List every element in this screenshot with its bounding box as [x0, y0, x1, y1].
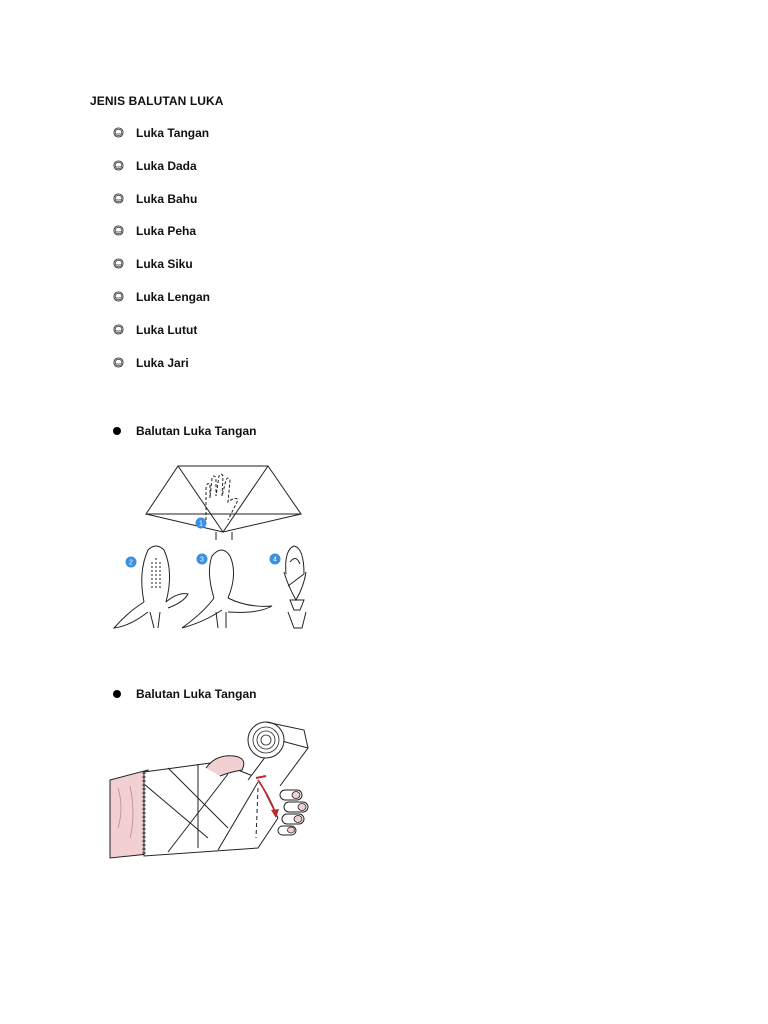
list-item: [113, 192, 210, 225]
list-item: [113, 224, 210, 257]
roller-bandage-hand-figure: [108, 718, 313, 864]
section-heading-label: Balutan Luka Tangan: [136, 687, 257, 701]
bullet-dot-icon: [113, 427, 121, 435]
section-heading-label: Balutan Luka Tangan: [136, 424, 257, 438]
smiley-bullet-icon: [113, 258, 124, 269]
list-item-label: Luka Tangan: [136, 126, 210, 140]
smiley-bullet-icon: [113, 127, 124, 138]
list-item: [113, 323, 210, 356]
smiley-bullet-icon: [113, 324, 124, 335]
list-item: [113, 356, 210, 389]
step-marker-3: [197, 554, 208, 565]
step-marker-4: [270, 554, 281, 565]
list-item-label: Luka Lutut: [136, 322, 198, 337]
list-item: [113, 290, 210, 323]
svg-text:2: 2: [129, 559, 133, 567]
smiley-bullet-icon: [113, 225, 124, 236]
list-item-label: Luka Bahu: [136, 191, 198, 206]
list-item-label: Luka Peha: [136, 224, 197, 239]
svg-text:4: 4: [273, 556, 277, 564]
list-item-label: Luka Dada: [136, 158, 197, 173]
step-marker-2: [126, 557, 137, 568]
wound-type-list: [113, 126, 210, 388]
list-item: [113, 126, 210, 159]
section-heading: [113, 687, 256, 701]
list-item: [113, 159, 210, 192]
section-heading: [113, 424, 256, 438]
triangular-bandage-steps-figure: [108, 462, 312, 632]
list-item-label: Luka Lengan: [136, 289, 211, 304]
step-marker-1: [196, 518, 207, 529]
smiley-bullet-icon: [113, 160, 124, 171]
smiley-bullet-icon: [113, 357, 124, 368]
smiley-bullet-icon: [113, 291, 124, 302]
list-item-label: Luka Jari: [136, 355, 189, 370]
bullet-dot-icon: [113, 690, 121, 698]
page-title: JENIS BALUTAN LUKA: [90, 94, 224, 108]
list-item: [113, 257, 210, 290]
list-item-label: Luka Siku: [136, 257, 193, 272]
svg-text:3: 3: [200, 556, 204, 564]
smiley-bullet-icon: [113, 193, 124, 204]
svg-text:1: 1: [199, 520, 203, 528]
